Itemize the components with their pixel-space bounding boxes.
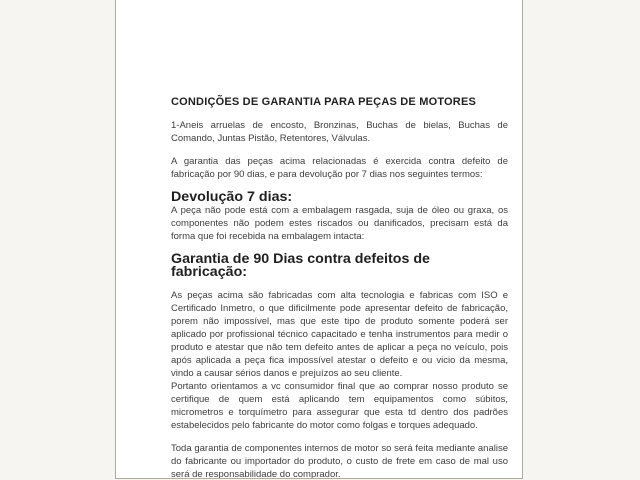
document-title: CONDIÇÕES DE GARANTIA PARA PEÇAS DE MOTORES [171, 96, 477, 108]
garantia-paragraph-1: As peças acima são fabricadas com alta tecnologia e fabricas com ISO e Certificado Inmetro, o que dificilmente pode apresentar defeito de fabricação, porem não impossível, mas que este tipo de produto somente poderá ser aplicado por profissional técnico capacitado e tenha instrumentos para medir o produto e atestar que não tem defeito antes de aplicar a peça no veículo, pois após aplicada a peça fica impossível atestar o defeito e ou vicio da mesma, vindo a causar sérios danos e prejuízos ao seu cliente. [171, 290, 508, 379]
section-heading-devolucao: Devolução 7 dias: [171, 189, 293, 205]
document-page [115, 0, 523, 479]
final-paragraph: Toda garantia de componentes internos de motor so será feita mediante analise do fabricante ou importador do produto, o custo de frete em caso de mal uso será de responsabilidade do comprador. [171, 443, 508, 479]
devolucao-paragraph: A peça não pode está com a embalagem rasgada, suja de óleo ou graxa, os componentes não podem estes riscados ou danificados, precisam está da forma que foi recebida na embalagem intacta: [171, 205, 508, 242]
parts-list-paragraph: 1-Aneis arruelas de encosto, Bronzinas, Buchas de bielas, Buchas de Comando, Juntas Pistão, Retentores, Válvulas. [171, 120, 508, 144]
document-content [171, 95, 508, 479]
warranty-terms-paragraph: A garantia das peças acima relacionadas é exercida contra defeito de fabricação por 90 dias, e para devolução por 7 dias nos seguintes termos: [171, 156, 508, 180]
section-heading-garantia: Garantia de 90 Dias contra defeitos de fabricação: [171, 251, 430, 280]
garantia-paragraph-2: Portanto orientamos a vc consumidor final que ao comprar nosso produto se certifique de quem está aplicando tem equipamentos como súbitos, micrometros e torquímetro para assegurar que esta td dentro dos padrões estabelecidos pelo fabricante do motor como folgas e torques adequado. [171, 381, 508, 431]
